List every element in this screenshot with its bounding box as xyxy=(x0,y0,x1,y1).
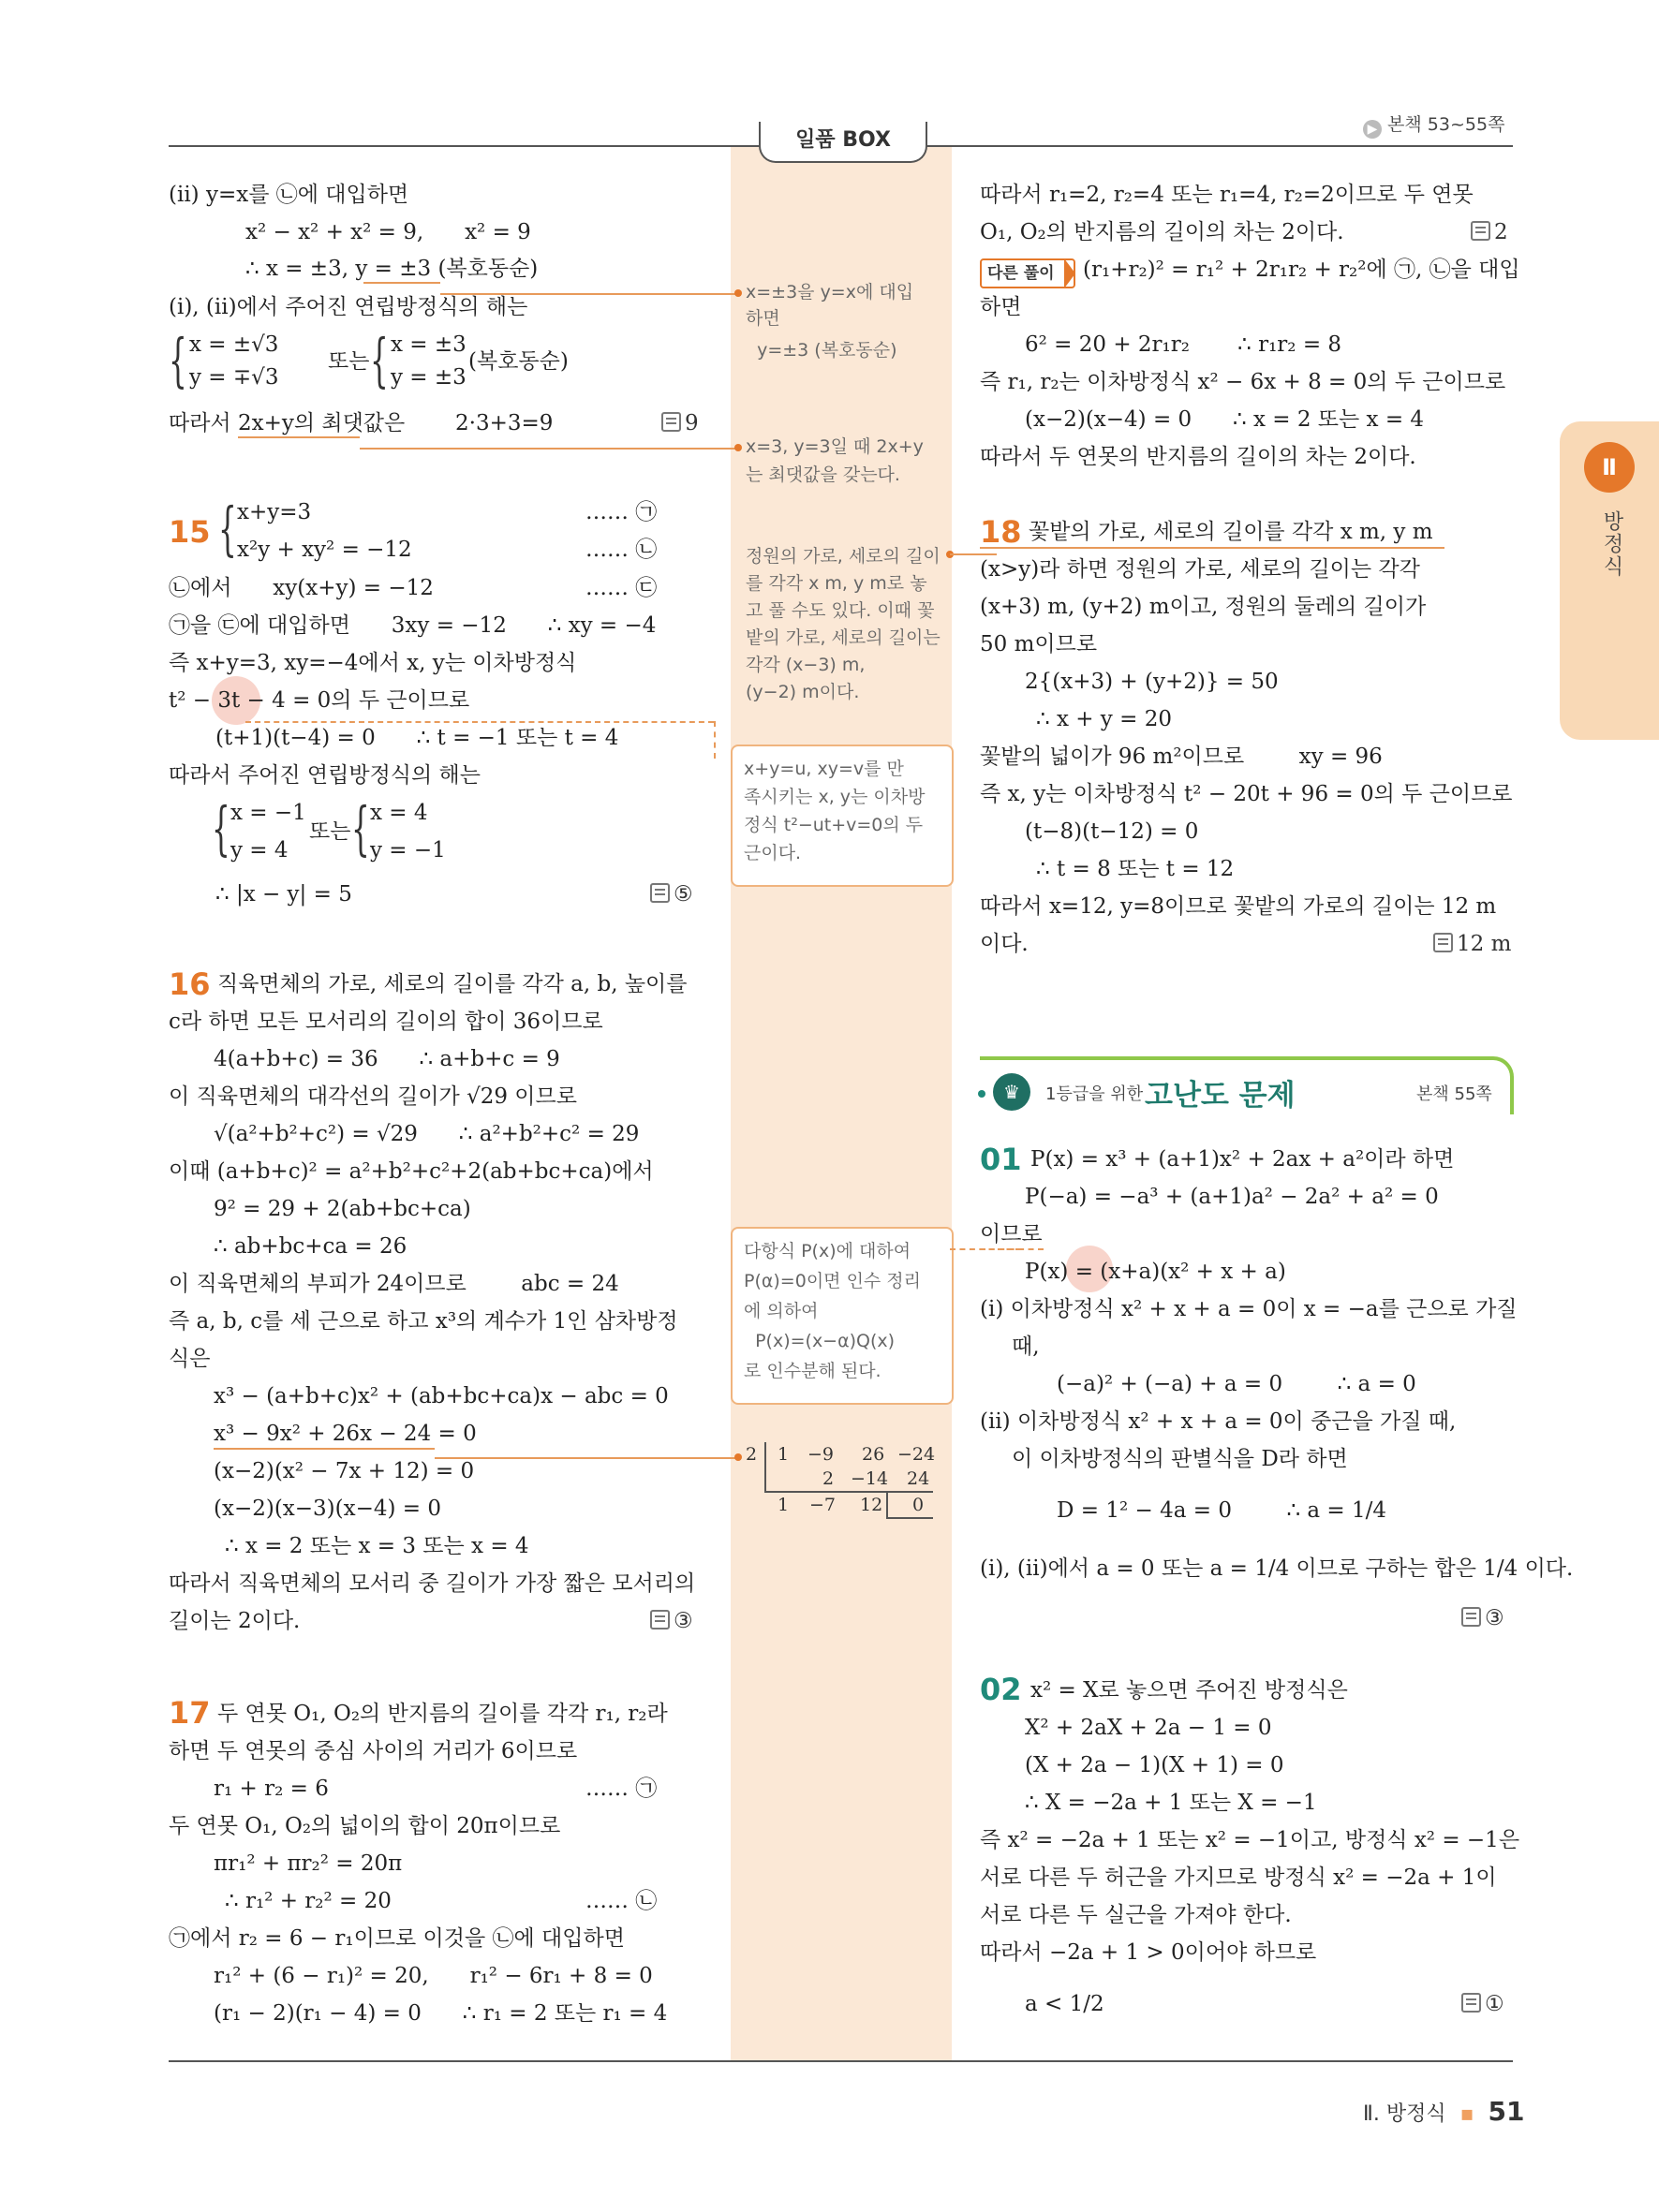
text-line: 따라서 −2a + 1 > 0이어야 하므로 xyxy=(980,1940,1317,1965)
text-line: (ii) y=x를 ㉡에 대입하면 xyxy=(169,183,409,207)
math-line: ∴ r₁² + r₂² = 20 xyxy=(225,1889,392,1913)
margin-note: 를 각각 x m, y m로 놓 xyxy=(746,573,927,594)
text-line: 식은 xyxy=(169,1347,211,1371)
chapter-side-tab xyxy=(1560,421,1659,740)
margin-note: 는 최댓값을 갖는다. xyxy=(746,465,900,485)
math-line: 6² = 20 + 2r₁r₂ ∴ r₁r₂ = 8 xyxy=(1025,332,1342,357)
math-line: (t+1)(t−4) = 0 ∴ t = −1 또는 t = 4 xyxy=(215,726,619,750)
brace: { xyxy=(370,326,389,394)
math-line: ∴ X = −2a + 1 또는 X = −1 xyxy=(1025,1791,1317,1815)
division-cell: 1 xyxy=(778,1495,790,1515)
text-line: (r₁+r₂)² = r₁² + 2r₁r₂ + r₂²에 ㉠, ㉡을 대입 xyxy=(1083,258,1520,282)
connector-line xyxy=(440,293,738,295)
footer-dot: ▪ xyxy=(1459,2102,1474,2126)
math-line: (t−8)(t−12) = 0 xyxy=(1025,819,1199,844)
footer xyxy=(1363,2096,1524,2127)
math-line: X² + 2aX + 2a − 1 = 0 xyxy=(1025,1716,1272,1740)
math-line: 4(a+b+c) = 36 ∴ a+b+c = 9 xyxy=(214,1047,560,1071)
text-line: 따라서 직육면체의 모서리 중 길이가 가장 짧은 모서리의 xyxy=(169,1571,696,1596)
brace: { xyxy=(212,794,230,863)
division-result-box xyxy=(886,1491,933,1519)
connector-line xyxy=(360,448,738,450)
division-vline xyxy=(764,1442,766,1491)
text-line: 두 연못 O₁, O₂의 반지름의 길이를 각각 r₁, r₂라 xyxy=(217,1702,668,1726)
box-line: P(α)=0이면 인수 정리 xyxy=(744,1271,922,1291)
division-cell: 26 xyxy=(862,1444,885,1465)
text-line: 50 m이므로 xyxy=(980,632,1098,656)
connector-dot xyxy=(734,444,742,451)
text-line: 꽃밭의 넓이가 96 m²이므로 xy = 96 xyxy=(980,745,1383,769)
answer-label: 9 xyxy=(661,409,699,437)
math-line: P(x) = (x+a)(x² + x + a) xyxy=(1025,1260,1286,1284)
margin-note: 고 풀 수도 있다. 이때 꽃 xyxy=(746,600,935,621)
equation-mark: …… ㉠ xyxy=(585,1777,658,1801)
math-line: (x−2)(x−4) = 0 ∴ x = 2 또는 x = 4 xyxy=(1025,407,1425,432)
problem-number-17: 17 xyxy=(169,1695,211,1731)
dashed-connector xyxy=(980,1248,1021,1250)
text-line: 따라서 2x+y의 최댓값은 xyxy=(169,411,406,435)
text-line: c라 하면 모든 모서리의 길이의 합이 36이므로 xyxy=(169,1010,603,1034)
book-ref: ▶ 본책 53~55쪽 xyxy=(1363,111,1504,139)
math-line: (x−2)(x² − 7x + 12) = 0 xyxy=(214,1459,475,1483)
equation-mark: …… ㉡ xyxy=(585,538,658,562)
problem-number-18: 18 xyxy=(980,514,1022,550)
math-line: x³ − (a+b+c)x² + (ab+bc+ca)x − abc = 0 xyxy=(214,1384,669,1408)
division-cell: 2 xyxy=(822,1468,835,1489)
text-line: 즉 x² = −2a + 1 또는 x² = −1이고, 방정식 x² = −1은 xyxy=(980,1828,1520,1852)
connector-dot xyxy=(734,1453,742,1461)
math-line: P(−a) = −a³ + (a+1)a² − 2a² + a² = 0 xyxy=(1025,1185,1439,1209)
math-line: 2·3+3=9 xyxy=(455,411,554,435)
connector-dot xyxy=(734,289,742,297)
answer-label: 12 m xyxy=(1433,930,1511,958)
highlight-underline xyxy=(214,1448,435,1450)
math-line: x = ±√3 xyxy=(189,332,279,357)
box-line: 근이다. xyxy=(744,843,802,863)
text-line: 하면 두 연못의 중심 사이의 거리가 6이므로 xyxy=(169,1739,578,1763)
text-line: (i), (ii)에서 a = 0 또는 a = 1/4 이므로 구하는 합은 1/4 이다. xyxy=(980,1556,1574,1581)
math-line: t² − 3t − 4 = 0의 두 근이므로 xyxy=(169,688,470,713)
text-line: 꽃밭의 가로, 세로의 길이를 각각 x m, y m xyxy=(1029,520,1433,544)
text-line: 즉 r₁, r₂는 이차방정식 x² − 6x + 8 = 0의 두 근이므로 xyxy=(980,370,1506,394)
division-cell: −14 xyxy=(851,1468,889,1489)
synthetic-division xyxy=(740,1442,937,1526)
arrow-circle-icon: ▶ xyxy=(1363,120,1382,139)
math-line: ∴ x = 2 또는 x = 3 또는 x = 4 xyxy=(225,1534,529,1558)
answer-icon xyxy=(661,412,681,432)
box-title-tab xyxy=(759,122,927,163)
text-line: 이 직육면체의 대각선의 길이가 √29 이므로 xyxy=(169,1084,577,1109)
text-line: 직육면체의 가로, 세로의 길이를 각각 a, b, 높이를 xyxy=(217,972,688,996)
division-cell: −7 xyxy=(809,1495,837,1515)
text-line: 즉 x+y=3, xy=−4에서 x, y는 이차방정식 xyxy=(169,651,577,675)
text-line: 또는 xyxy=(309,819,351,844)
problem-number-01: 01 xyxy=(980,1142,1022,1177)
equation-mark: …… ㉠ xyxy=(585,500,658,524)
division-cell: −24 xyxy=(897,1444,936,1465)
math-line: x³ − 9x² + 26x − 24 = 0 xyxy=(214,1422,477,1446)
margin-note: 각각 (x−3) m, xyxy=(746,655,866,675)
box-line: x+y=u, xy=v를 만 xyxy=(744,759,904,779)
footer-rule xyxy=(169,2060,1513,2062)
connector-line xyxy=(435,1457,738,1459)
math-line: (X + 2a − 1)(X + 1) = 0 xyxy=(1025,1753,1284,1777)
text-line: 이므로 xyxy=(980,1222,1043,1246)
division-cell: 1 xyxy=(778,1444,790,1465)
page-number: 51 xyxy=(1488,2096,1525,2127)
equation-mark: …… ㉢ xyxy=(585,576,658,600)
text-line: x² − x² + x² = 9, x² = 9 xyxy=(245,220,531,244)
text-line: ㉠을 ㉢에 대입하면 3xy = −12 ∴ xy = −4 xyxy=(169,613,657,638)
math-line: x = 4 xyxy=(370,801,428,825)
math-line: (r₁ − 2)(r₁ − 4) = 0 ∴ r₁ = 2 또는 r₁ = 4 xyxy=(214,2001,668,2026)
box-line: 족시키는 x, y는 이차방 xyxy=(744,787,926,807)
margin-note: x=±3을 y=x에 대입 xyxy=(746,282,914,302)
margin-note: 밭의 가로, 세로의 길이는 xyxy=(746,627,941,648)
math-line: (−a)² + (−a) + a = 0 ∴ a = 0 xyxy=(1057,1372,1416,1396)
math-line: x = −1 xyxy=(230,801,306,825)
footer-chapter: Ⅱ. 방정식 xyxy=(1363,2102,1446,2126)
answer-icon xyxy=(1433,933,1453,952)
arrow-right-icon xyxy=(1064,258,1075,288)
text-line: ㉠에서 r₂ = 6 − r₁이므로 이것을 ㉡에 대입하면 xyxy=(169,1926,625,1951)
text-line: 따라서 x=12, y=8이므로 꽃밭의 가로의 길이는 12 m xyxy=(980,894,1497,919)
answer-icon xyxy=(650,883,670,903)
text-line: (ii) 이차방정식 x² + x + a = 0이 중근을 가질 때, xyxy=(980,1409,1457,1434)
info-box-vieta xyxy=(731,745,954,887)
text-line: (i), (ii)에서 주어진 연립방정식의 해는 xyxy=(169,295,528,319)
answer-icon xyxy=(1461,1607,1481,1627)
text-line: 이때 (a+b+c)² = a²+b²+c²+2(ab+bc+ca)에서 xyxy=(169,1159,654,1184)
math-line: ∴ |x − y| = 5 xyxy=(215,882,352,907)
math-line: y = −1 xyxy=(370,838,446,863)
text-line: 서로 다른 두 실근을 가져야 한다. xyxy=(980,1903,1292,1927)
answer-label: ③ xyxy=(650,1607,693,1635)
division-cell: 12 xyxy=(860,1495,883,1515)
box-line: 에 의하여 xyxy=(744,1301,819,1321)
margin-band xyxy=(731,145,952,2060)
math-line: a < 1/2 xyxy=(1025,1992,1104,2016)
text-line: ㉡에서 xy(x+y) = −12 xyxy=(169,576,434,600)
trophy-icon: ♛ xyxy=(993,1073,1030,1111)
text-line: x² = X로 놓으면 주어진 방정식은 xyxy=(1030,1678,1348,1703)
math-line: 2{(x+3) + (y+2)} = 50 xyxy=(1025,670,1279,694)
chapter-roman-badge: Ⅱ xyxy=(1584,442,1635,493)
dashed-connector xyxy=(245,721,714,723)
answer-label: ① xyxy=(1461,1990,1504,2018)
math-line: 9² = 29 + 2(ab+bc+ca) xyxy=(214,1197,471,1221)
text-line: (x>y)라 하면 정원의 가로, 세로의 길이는 각각 xyxy=(980,557,1420,582)
box-line: 정식 t²−ut+v=0의 두 xyxy=(744,815,924,835)
margin-note: 하면 xyxy=(746,308,780,329)
problem-number-16: 16 xyxy=(169,966,211,1002)
box-line: P(x)=(x−α)Q(x) xyxy=(744,1331,896,1351)
text-line: 이다. xyxy=(980,932,1029,956)
answer-icon xyxy=(1471,221,1490,241)
text-line: 길이는 2이다. xyxy=(169,1609,301,1633)
brace: { xyxy=(218,494,237,563)
math-line: r₁² + (6 − r₁)² = 20, r₁² − 6r₁ + 8 = 0 xyxy=(214,1964,653,1988)
math-line: ∴ ab+bc+ca = 26 xyxy=(214,1234,407,1259)
division-cell: −9 xyxy=(807,1444,835,1465)
problem-number-15: 15 xyxy=(169,514,211,550)
section-ref: 본책 55쪽 xyxy=(1416,1084,1492,1104)
section-header xyxy=(980,1056,1514,1114)
box-title: 일품 BOX xyxy=(795,128,891,152)
math-line: x+y=3 xyxy=(237,500,312,524)
math-line: x = ±3 xyxy=(391,332,467,357)
division-root: 2 xyxy=(746,1444,758,1465)
math-line: ∴ t = 8 또는 t = 12 xyxy=(1036,857,1235,881)
math-line: (x−2)(x−3)(x−4) = 0 xyxy=(214,1497,441,1521)
text-line: (x+3) m, (y+2) m이고, 정원의 둘레의 길이가 xyxy=(980,595,1427,619)
math-line: ∴ x + y = 20 xyxy=(1036,707,1172,731)
text-line: 즉 x, y는 이차방정식 t² − 20t + 96 = 0의 두 근이므로 xyxy=(980,782,1513,806)
info-box-factor-theorem xyxy=(731,1227,954,1405)
section-header-dot xyxy=(978,1090,985,1098)
box-line: 로 인수분해 된다. xyxy=(744,1361,881,1381)
margin-note: (y−2) m이다. xyxy=(746,682,860,702)
division-cell: 24 xyxy=(907,1468,930,1489)
division-cell: 0 xyxy=(912,1495,925,1515)
margin-note: y=±3 (복호동순) xyxy=(746,340,897,361)
chapter-side-label: 방정식 xyxy=(1600,510,1623,578)
text-line: 하면 xyxy=(980,295,1022,319)
other-solution-tag: 다른 풀이 xyxy=(980,258,1075,288)
answer-icon xyxy=(650,1610,670,1630)
math-line: πr₁² + πr₂² = 20π xyxy=(214,1851,403,1876)
highlight-underline xyxy=(980,547,1444,549)
text-line: 또는 xyxy=(328,349,370,374)
text-line: 때, xyxy=(1012,1335,1040,1359)
math-line: y = ∓√3 xyxy=(189,365,279,390)
dashed-connector xyxy=(714,721,716,759)
answer-label: 2 xyxy=(1471,218,1508,246)
section-title: 고난도 문제 xyxy=(1145,1079,1296,1113)
margin-note: 정원의 가로, 세로의 길이 xyxy=(746,546,941,567)
text-line: 두 연못 O₁, O₂의 넓이의 합이 20π이므로 xyxy=(169,1814,561,1838)
equation-mark: …… ㉡ xyxy=(585,1889,658,1913)
text-line: ∴ x = ±3, y = ±3 (복호동순) xyxy=(245,257,539,281)
text-line: 따라서 r₁=2, r₂=4 또는 r₁=4, r₂=2이므로 두 연못 xyxy=(980,183,1474,207)
text-line: O₁, O₂의 반지름의 길이의 차는 2이다. xyxy=(980,220,1344,244)
text-line: 이 직육면체의 부피가 24이므로 abc = 24 xyxy=(169,1272,619,1296)
answer-icon xyxy=(1461,1993,1481,2013)
text-line: 서로 다른 두 허근을 가지므로 방정식 x² = −2a + 1이 xyxy=(980,1865,1497,1890)
math-line: D = 1² − 4a = 0 ∴ a = 1/4 xyxy=(1057,1498,1387,1523)
box-line: 다항식 P(x)에 대하여 xyxy=(744,1241,911,1261)
math-line: r₁ + r₂ = 6 xyxy=(214,1777,329,1801)
highlight-underline xyxy=(238,436,360,438)
math-line: √(a²+b²+c²) = √29 ∴ a²+b²+c² = 29 xyxy=(214,1122,640,1146)
math-line: y = 4 xyxy=(230,838,289,863)
highlight-underline xyxy=(363,282,440,284)
text-line: 즉 a, b, c를 세 근으로 하고 x³의 계수가 1인 삼차방정 xyxy=(169,1309,678,1334)
brace: { xyxy=(169,326,187,394)
text-line: (복호동순) xyxy=(468,349,569,374)
margin-note: x=3, y=3일 때 2x+y xyxy=(746,436,924,457)
text-line: 따라서 두 연못의 반지름의 길이의 차는 2이다. xyxy=(980,445,1416,469)
text-line: 이 이차방정식의 판별식을 D라 하면 xyxy=(1012,1447,1348,1471)
math-line: y = ±3 xyxy=(391,365,467,390)
math-line: x²y + xy² = −12 xyxy=(237,538,412,562)
answer-label: ③ xyxy=(1461,1604,1504,1632)
brace: { xyxy=(351,794,370,863)
problem-number-02: 02 xyxy=(980,1672,1022,1707)
section-subtitle: 1등급을 위한 xyxy=(1045,1084,1144,1104)
text-line: (i) 이차방정식 x² + x + a = 0이 x = −a를 근으로 가질 xyxy=(980,1297,1518,1321)
text-line: 따라서 주어진 연립방정식의 해는 xyxy=(169,763,481,788)
answer-label: ⑤ xyxy=(650,880,693,908)
math-line: P(x) = x³ + (a+1)x² + 2ax + a²이라 하면 xyxy=(1030,1147,1455,1172)
